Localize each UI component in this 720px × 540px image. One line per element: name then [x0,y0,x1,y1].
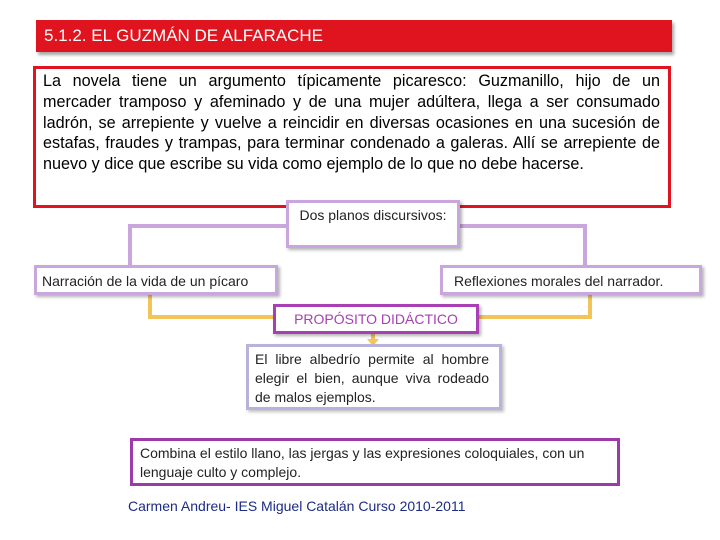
plot-summary-box: La novela tiene un argumento típicamente picaresco: Guzmanillo, hijo de un mercader tramposo y afeminado y de una mujer adúltera, llega a ser consumado ladrón, se arrepiente y vuelve a reincidir en diversas ocasiones en una sucesión de estafas, fraudes y trampas, para terminar condenado a galeras. Allí se arrepiente de nuevo y dice que escribe su vida como ejemplo de lo que no debe hacerse. [33,66,671,208]
free-will-box: El libre albedrío permite al hombre elegir el bien, aunque viva rodeado de malos ejemplos. [246,344,502,410]
author-credit: Carmen Andreu- IES Miguel Catalán Curso 2010-2011 [128,498,466,514]
didactic-purpose-box: PROPÓSITO DIDÁCTICO [273,304,479,334]
discursive-planes-box: Dos planos discursivos: [286,200,460,248]
connector-planes-narration [130,226,286,265]
connector-reflections-purpose [479,295,590,317]
reflections-box: Reflexiones morales del narrador. [440,265,702,295]
connector-planes-reflections [460,226,585,265]
connector-narration-purpose [150,295,273,317]
slide-title: 5.1.2. EL GUZMÁN DE ALFARACHE [36,20,672,52]
style-box: Combina el estilo llano, las jergas y las expresiones coloquiales, con un lenguaje culto y complejo. [130,438,620,486]
narration-box: Narración de la vida de un pícaro [34,265,278,295]
